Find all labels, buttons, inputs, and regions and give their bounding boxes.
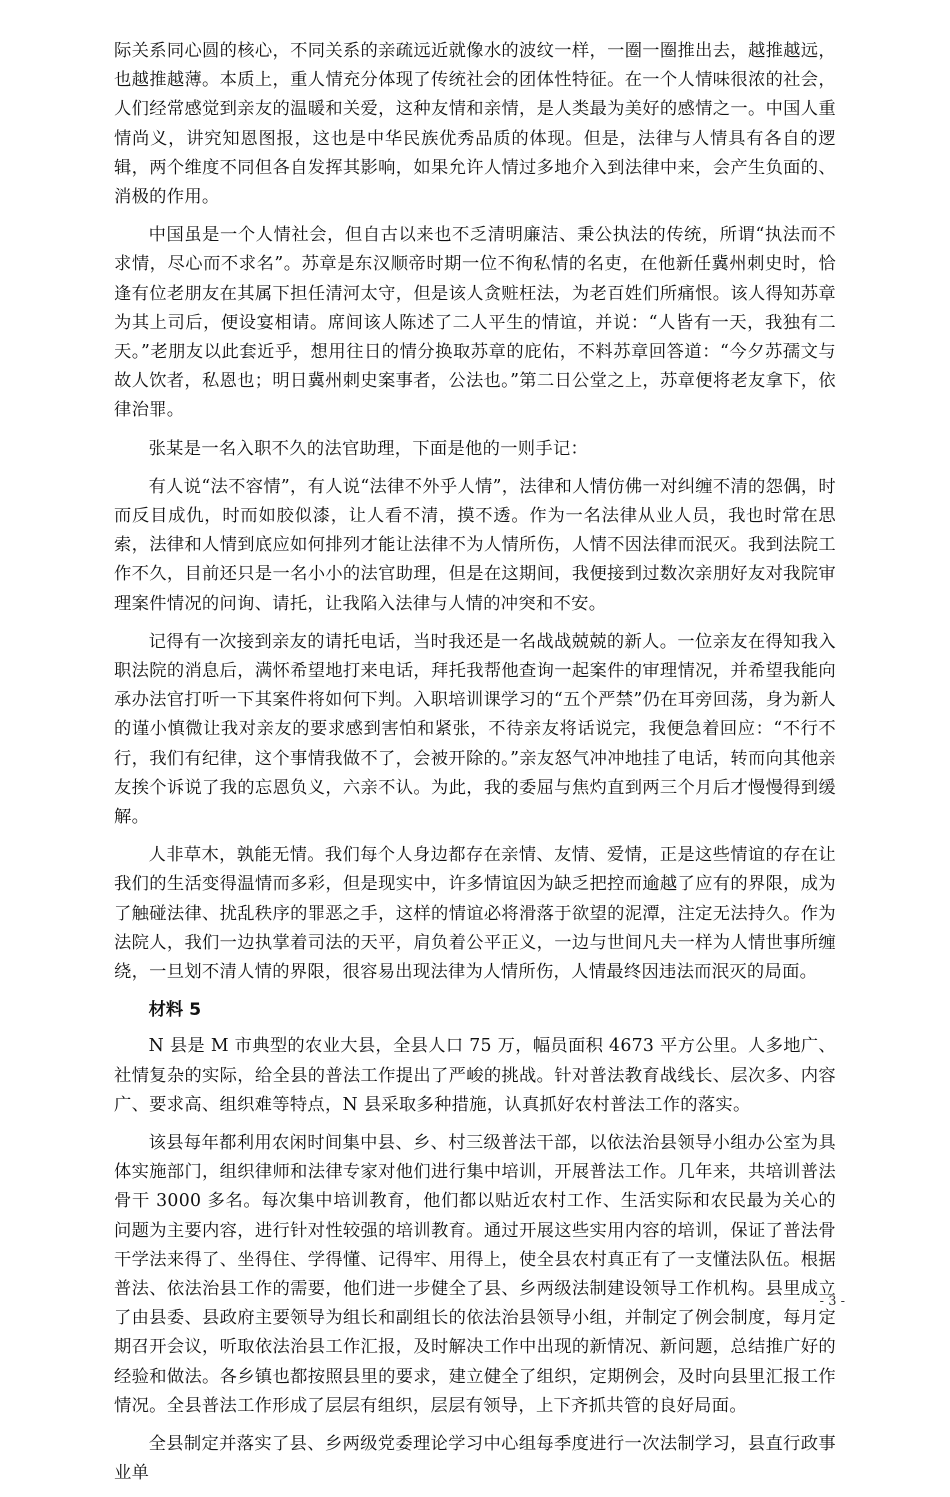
paragraph: 张某是一名入职不久的法官助理，下面是他的一则手记： [148,438,589,459]
paragraph: 全县制定并落实了县、乡两级党委理论学习中心组每季度进行一次法制学习，县直行政事业单 [114,1433,836,1484]
paragraph: 该县每年都利用农闲时间集中县、乡、村三级普法干部，以依法治县领导小组办公室为具体实施部门，组织律师和法律专家对他们进行集中培训，开展普法工作。几年来，共培训普法骨干 3000 多名。每次集中培训教育，他们都以贴近农村工作、生活实际和农民最为关心的问题为主要内容，进行针对性较强的培训教育。通过开展这些实用内容的培训，保证了普法骨干学法来得了、坐得住、学得懂、记得牢、用得上，使全县农村真正有了一支懂法队伍。根据普法、依法治县工作的需要，他们进一步健全了县、乡两级法制建设领导工作机构。县里成立了由县委、县政府主要领导为组长和副组长的依法治县领导小组，并制定了例会制度，每月定期召开会议，听取依法治县工作汇报，及时解决工作中出现的新情况、新问题，总结推广好的经验和做法。各乡镇也都按照县里的要求，建立健全了组织，定期例会，及时向县里汇报工作情况。全县普法工作形成了层层有组织，层层有领导，上下齐抓共管的良好局面。 [114,1132,836,1416]
paragraph: N 县是 M 市典型的农业大县，全县人口 75 万，幅员面积 4673 平方公里。人多地广、社情复杂的实际，给全县的普法工作提出了严峻的挑战。针对普法教育战线长、层次多、内容广、要求高、组织难等特点，N 县采取多种措施，认真抓好农村普法工作的落实。 [114,1036,836,1115]
page-number: - 3 - [819,1294,845,1309]
section-heading: 材料 5 [148,1000,202,1021]
paragraph: 有人说“法不容情”，有人说“法律不外乎人情”，法律和人情仿佛一对纠缠不清的怨偶，时而反目成仇，时而如胶似漆，让人看不清，摸不透。作为一名法律从业人员，我也时常在思索，法律和人情到底应如何排列才能让法律不为人情所伤，人情不因法律而泯灭。我到法院工作不久，目前还只是一名小小的法官助理，但是在这期间，我便接到过数次亲朋好友对我院审理案件情况的问询、请托，让我陷入法律与人情的冲突和不安。 [114,476,836,614]
paragraph: 中国虽是一个人情社会，但自古以来也不乏清明廉洁、秉公执法的传统，所谓“执法而不求情，尽心而不求名”。苏章是东汉顺帝时期一位不徇私情的名吏，在他新任冀州刺史时，恰逢有位老朋友在其属下担任清河太守，但是该人贪赃枉法，为老百姓们所痛恨。该人得知苏章为其上司后，便设宴相请。席间该人陈述了二人平生的情谊，并说：“人皆有一天，我独有二天。”老朋友以此套近乎，想用往日的情分换取苏章的庇佑，不料苏章回答道：“今夕苏孺文与故人饮者，私恩也；明日冀州刺史案事者，公法也。”第二日公堂之上，苏章便将老友拿下，依律治罪。 [114,225,836,421]
paragraph: 际关系同心圆的核心，不同关系的亲疏远近就像水的波纹一样，一圈一圈推出去，越推越远，也越推越薄。本质上，重人情充分体现了传统社会的团体性特征。在一个人情味很浓的社会，人们经常感觉到亲友的温暖和关爱，这种友情和亲情，是人类最为美好的感情之一。中国人重情尚义，讲究知恩图报，这也是中华民族优秀品质的体现。但是，法律与人情具有各自的逻辑，两个维度不同但各自发挥其影响，如果允许人情过多地介入到法律中来，会产生负面的、消极的作用。 [114,41,836,208]
paragraph: 人非草木，孰能无情。我们每个人身边都存在亲情、友情、爱情，正是这些情谊的存在让我们的生活变得温情而多彩，但是现实中，许多情谊因为缺乏把控而逾越了应有的界限，成为了触碰法律、扰乱秩序的罪恶之手，这样的情谊必将滑落于欲望的泥潭，注定无法持久。作为法院人，我们一边执掌着司法的天平，肩负着公平正义，一边与世间凡夫一样为人情世事所缠绕，一旦划不清人情的界限，很容易出现法律为人情所伤，人情最终因违法而泯灭的局面。 [114,845,836,983]
document-body [114,37,836,1497]
paragraph: 记得有一次接到亲友的请托电话，当时我还是一名战战兢兢的新人。一位亲友在得知我入职法院的消息后，满怀希望地打来电话，拜托我帮他查询一起案件的审理情况，并希望我能向承办法官打听一下其案件将如何下判。入职培训课学习的“五个严禁”仍在耳旁回荡，身为新人的谨小慎微让我对亲友的要求感到害怕和紧张，不待亲友将话说完，我便急着回应：“不行不行，我们有纪律，这个事情我做不了，会被开除的。”亲友怒气冲冲地挂了电话，转而向其他亲友挨个诉说了我的忘恩负义，六亲不认。为此，我的委屈与焦灼直到两三个月后才慢慢得到缓解。 [114,631,836,828]
